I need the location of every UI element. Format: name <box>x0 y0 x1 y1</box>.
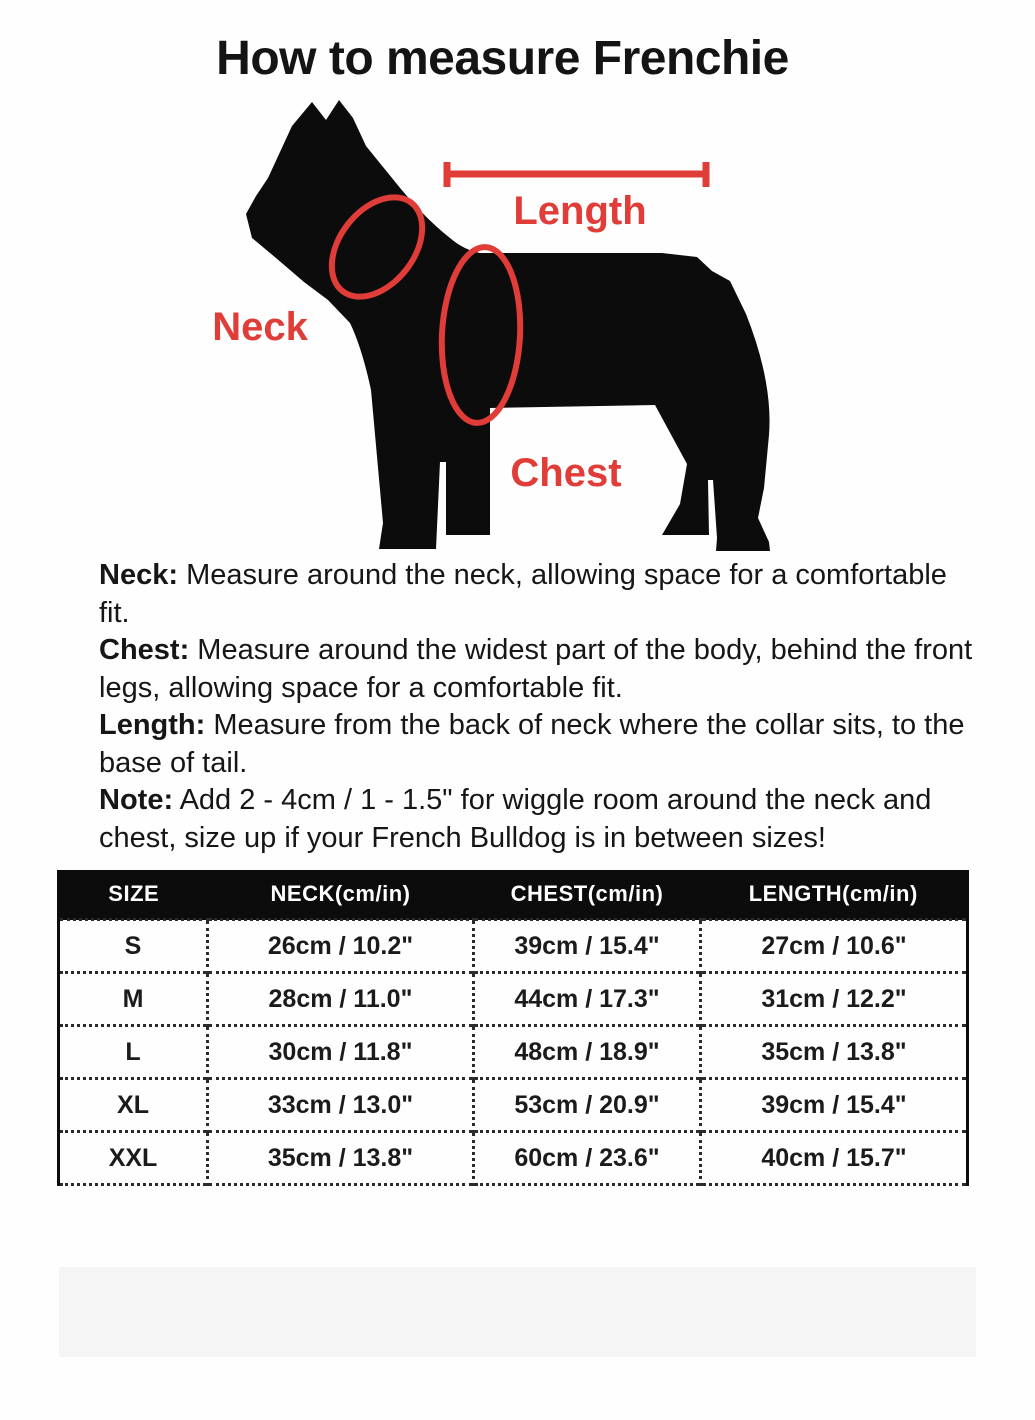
header-neck: NECK(cm/in) <box>208 870 474 920</box>
cell-neck: 28cm / 11.0" <box>208 973 474 1026</box>
header-size: SIZE <box>59 870 208 920</box>
instruction-chest <box>99 632 973 707</box>
measuring-instructions <box>99 557 973 857</box>
table-row-l <box>59 1026 968 1079</box>
table-row-xl <box>59 1079 968 1132</box>
cell-neck: 35cm / 13.8" <box>208 1132 474 1185</box>
instruction-length <box>99 707 973 782</box>
size-chart-table <box>57 870 969 1186</box>
cell-neck: 26cm / 10.2" <box>208 920 474 973</box>
instruction-note-label: Note: <box>99 784 174 816</box>
table-row-xxl <box>59 1132 968 1185</box>
table-row-m <box>59 973 968 1026</box>
chest-label: Chest <box>510 451 622 495</box>
page-title: How to measure Frenchie <box>216 32 789 85</box>
cell-size: L <box>59 1026 208 1079</box>
instruction-neck <box>99 557 973 632</box>
header-chest: CHEST(cm/in) <box>474 870 701 920</box>
footer-placeholder-block <box>59 1267 976 1357</box>
cell-size: S <box>59 920 208 973</box>
measurement-diagram <box>200 90 820 570</box>
neck-label: Neck <box>212 305 308 349</box>
table-row-s <box>59 920 968 973</box>
instruction-neck-label: Neck: <box>99 559 178 591</box>
cell-chest: 39cm / 15.4" <box>474 920 701 973</box>
length-label: Length <box>513 189 647 233</box>
cell-chest: 53cm / 20.9" <box>474 1079 701 1132</box>
cell-size: XXL <box>59 1132 208 1185</box>
cell-chest: 60cm / 23.6" <box>474 1132 701 1185</box>
cell-length: 40cm / 15.7" <box>701 1132 968 1185</box>
cell-size: XL <box>59 1079 208 1132</box>
cell-chest: 44cm / 17.3" <box>474 973 701 1026</box>
instruction-note <box>99 782 973 857</box>
frenchie-silhouette-icon <box>246 100 770 551</box>
instruction-length-text: Measure from the back of neck where the collar sits, to the base of tail. <box>99 709 965 779</box>
instruction-chest-text: Measure around the widest part of the body, behind the front legs, allowing space for a comfortable fit. <box>99 634 973 704</box>
cell-neck: 30cm / 11.8" <box>208 1026 474 1079</box>
instruction-chest-label: Chest: <box>99 634 190 666</box>
cell-size: M <box>59 973 208 1026</box>
cell-length: 27cm / 10.6" <box>701 920 968 973</box>
cell-neck: 33cm / 13.0" <box>208 1079 474 1132</box>
cell-chest: 48cm / 18.9" <box>474 1026 701 1079</box>
instruction-length-label: Length: <box>99 709 206 741</box>
size-chart-header-row <box>59 870 968 920</box>
cell-length: 31cm / 12.2" <box>701 973 968 1026</box>
header-length: LENGTH(cm/in) <box>701 870 968 920</box>
instruction-note-text: Add 2 - 4cm / 1 - 1.5" for wiggle room around the neck and chest, size up if your French Bulldog is in between sizes! <box>99 784 932 854</box>
cell-length: 35cm / 13.8" <box>701 1026 968 1079</box>
instruction-neck-text: Measure around the neck, allowing space for a comfortable fit. <box>99 559 947 629</box>
cell-length: 39cm / 15.4" <box>701 1079 968 1132</box>
length-measure-bar <box>445 162 708 187</box>
